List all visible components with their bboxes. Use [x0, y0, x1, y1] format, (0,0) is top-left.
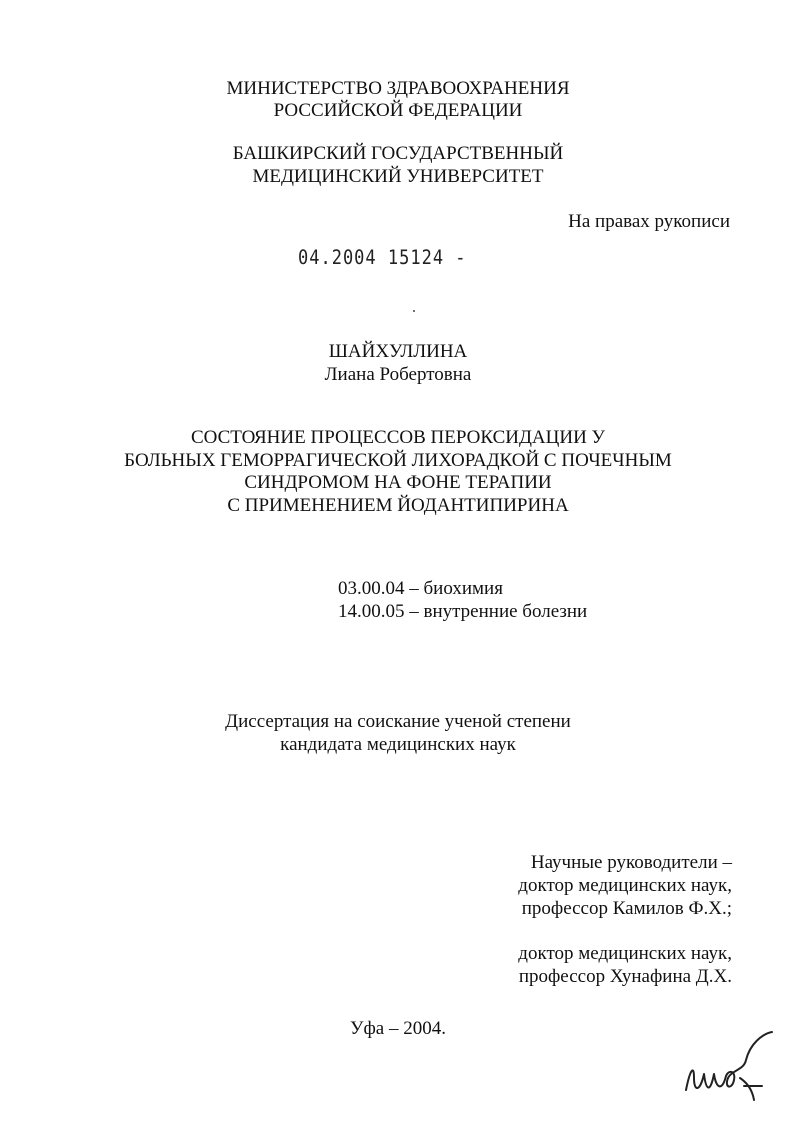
supervisor-1-degree: доктор медицинских наук,	[518, 875, 732, 896]
university-line-2: МЕДИЦИНСКИЙ УНИВЕРСИТЕТ	[252, 166, 544, 187]
specialty-item-1: 03.00.04 – биохимия	[338, 578, 503, 599]
title-line-1: СОСТОЯНИЕ ПРОЦЕССОВ ПЕРОКСИДАЦИИ У	[190, 427, 606, 448]
specialty-codes	[338, 577, 587, 623]
ministry-line-1: МИНИСТЕРСТВО ЗДРАВООХРАНЕНИЯ	[226, 78, 570, 99]
specialty-item-2: 14.00.05 – внутренние болезни	[338, 601, 588, 622]
supervisor-1-name: профессор Камилов Ф.Х.;	[521, 898, 732, 919]
supervisors-heading: Научные руководители –	[530, 852, 732, 873]
title-line-3: СИНДРОМОМ НА ФОНЕ ТЕРАПИИ	[244, 472, 552, 493]
handwritten-signature-icon	[680, 1030, 780, 1115]
supervisor-2-name: профессор Хунафина Д.Х.	[518, 966, 732, 987]
manuscript-note: На правах рукописи	[568, 211, 730, 232]
author-surname: ШАЙХУЛЛИНА	[328, 341, 468, 362]
supervisors-block	[518, 851, 732, 988]
city-year: Уфа – 2004.	[350, 1018, 446, 1039]
title-line-2: БОЛЬНЫХ ГЕМОРРАГИЧЕСКОЙ ЛИХОРАДКОЙ С ПОЧЕЧНЫМ	[124, 450, 672, 471]
ministry-line-2: РОССИЙСКОЙ ФЕДЕРАЦИИ	[273, 100, 523, 121]
scan-dot	[413, 310, 415, 312]
author-given-names: Лиана Робертовна	[324, 364, 472, 385]
title-line-4: С ПРИМЕНЕНИЕМ ЙОДАНТИПИРИНА	[227, 495, 569, 516]
registration-stamp: 04.2004 15124 -	[298, 246, 467, 270]
university-line-1: БАШКИРСКИЙ ГОСУДАРСТВЕННЫЙ	[232, 143, 564, 164]
supervisor-2-degree: доктор медицинских наук,	[518, 943, 732, 964]
signature-svg	[680, 1030, 780, 1110]
supervisors-spacer	[518, 920, 732, 942]
degree-line-2: кандидата медицинских наук	[280, 734, 516, 755]
degree-line-1: Диссертация на соискание ученой степени	[225, 711, 571, 732]
